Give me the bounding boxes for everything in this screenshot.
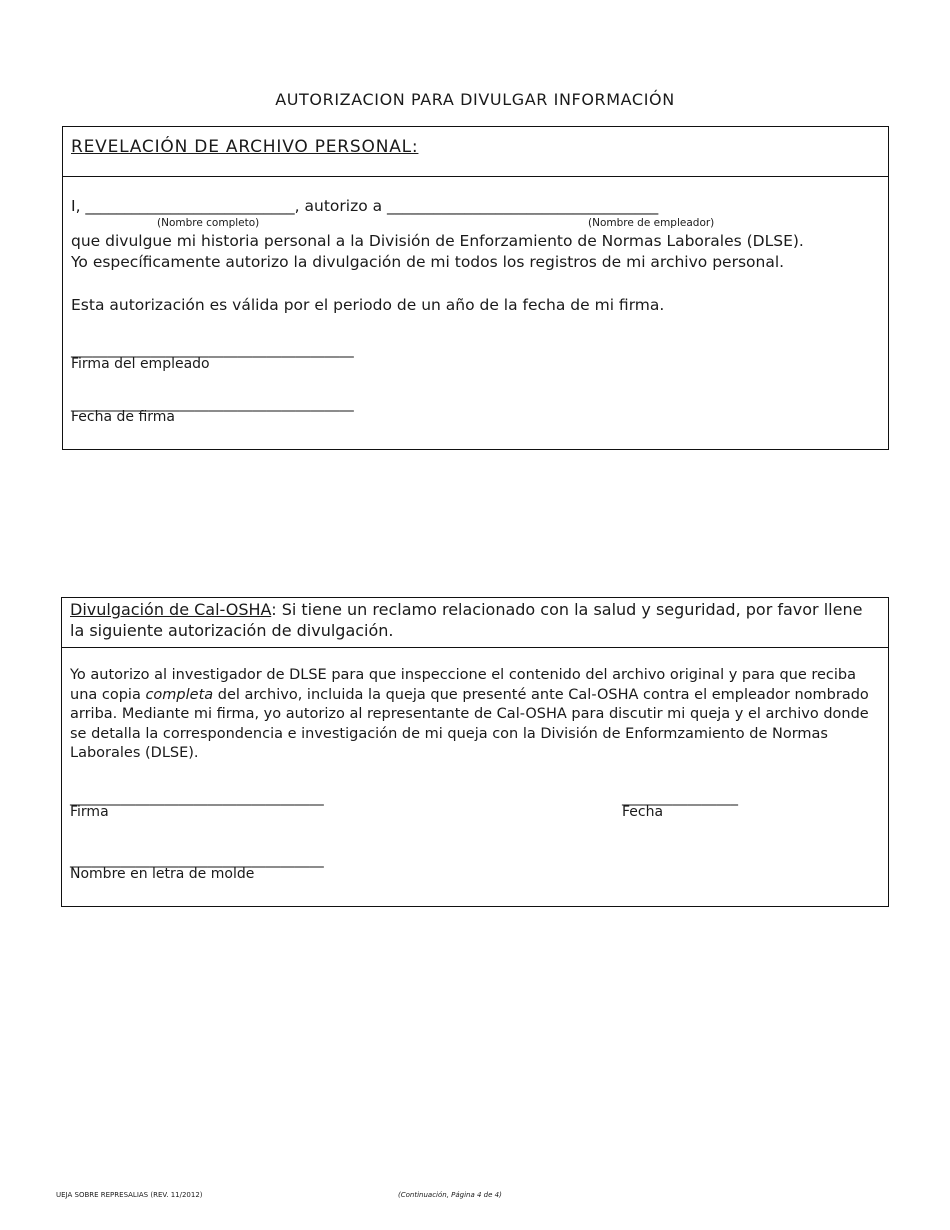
- date-field[interactable]: ________________: [622, 790, 738, 806]
- printed-name-field[interactable]: ___________________________________: [70, 852, 324, 868]
- validity-note: Esta autorización es válida por el periodo de un año de la fecha de mi firma.: [71, 296, 665, 314]
- signature-date-field[interactable]: _______________________________________: [71, 396, 354, 412]
- section-heading-text: : Si tiene un reclamo relacionado con la salud y seguridad, por favor llene la siguiente autorización de divulgación.: [70, 600, 863, 640]
- full-name-hint: (Nombre completo): [157, 217, 260, 229]
- section-heading: REVELACIÓN DE ARCHIVO PERSONAL:: [71, 137, 419, 157]
- section-header: [63, 127, 888, 177]
- signature-field[interactable]: ___________________________________: [70, 790, 324, 806]
- employee-signature-field[interactable]: _______________________________________: [71, 342, 354, 358]
- printed-name-label: Nombre en letra de molde: [70, 866, 255, 882]
- signature-date-label: Fecha de firma: [71, 409, 175, 425]
- body-line: que divulgue mi historia personal a la División de Enforzamiento de Normas Laborales (DLSE).: [71, 232, 804, 250]
- authorization-line[interactable]: I, ___________________________, autorizo a ___________________________________: [71, 197, 659, 215]
- employer-name-hint: (Nombre de empleador): [588, 217, 715, 229]
- footer-page-number: (Continuación, Página 4 de 4): [398, 1191, 502, 1199]
- section-header: [62, 598, 888, 648]
- signature-label: Firma: [70, 804, 109, 820]
- employee-signature-label: Firma del empleado: [71, 356, 210, 372]
- cal-osha-disclosure-section: [61, 597, 889, 907]
- section-heading-link: Divulgación de Cal-OSHA: [70, 600, 272, 619]
- personnel-file-release-section: [62, 126, 889, 450]
- page-title: AUTORIZACION PARA DIVULGAR INFORMACIÓN: [275, 90, 675, 109]
- authorization-paragraph: Yo autorizo al investigador de DLSE para que inspeccione el contenido del archivo original y para que reciba una copia completa del archivo, incluida la queja que presenté ante Cal-OSHA contra el empleador nombrado arriba. Mediante mi firma, yo autorizo al representante de Cal-OSHA para discutir mi queja y el archivo donde se detalla la correspondencia e investigación de mi queja con la División de Enformzamiento de Normas Laborales (DLSE).: [70, 667, 869, 762]
- date-label: Fecha: [622, 804, 664, 820]
- body-line: Yo específicamente autorizo la divulgación de mi todos los registros de mi archivo personal.: [71, 253, 785, 271]
- footer-form-id: UEJA SOBRE REPRESALIAS (REV. 11/2012): [56, 1191, 203, 1199]
